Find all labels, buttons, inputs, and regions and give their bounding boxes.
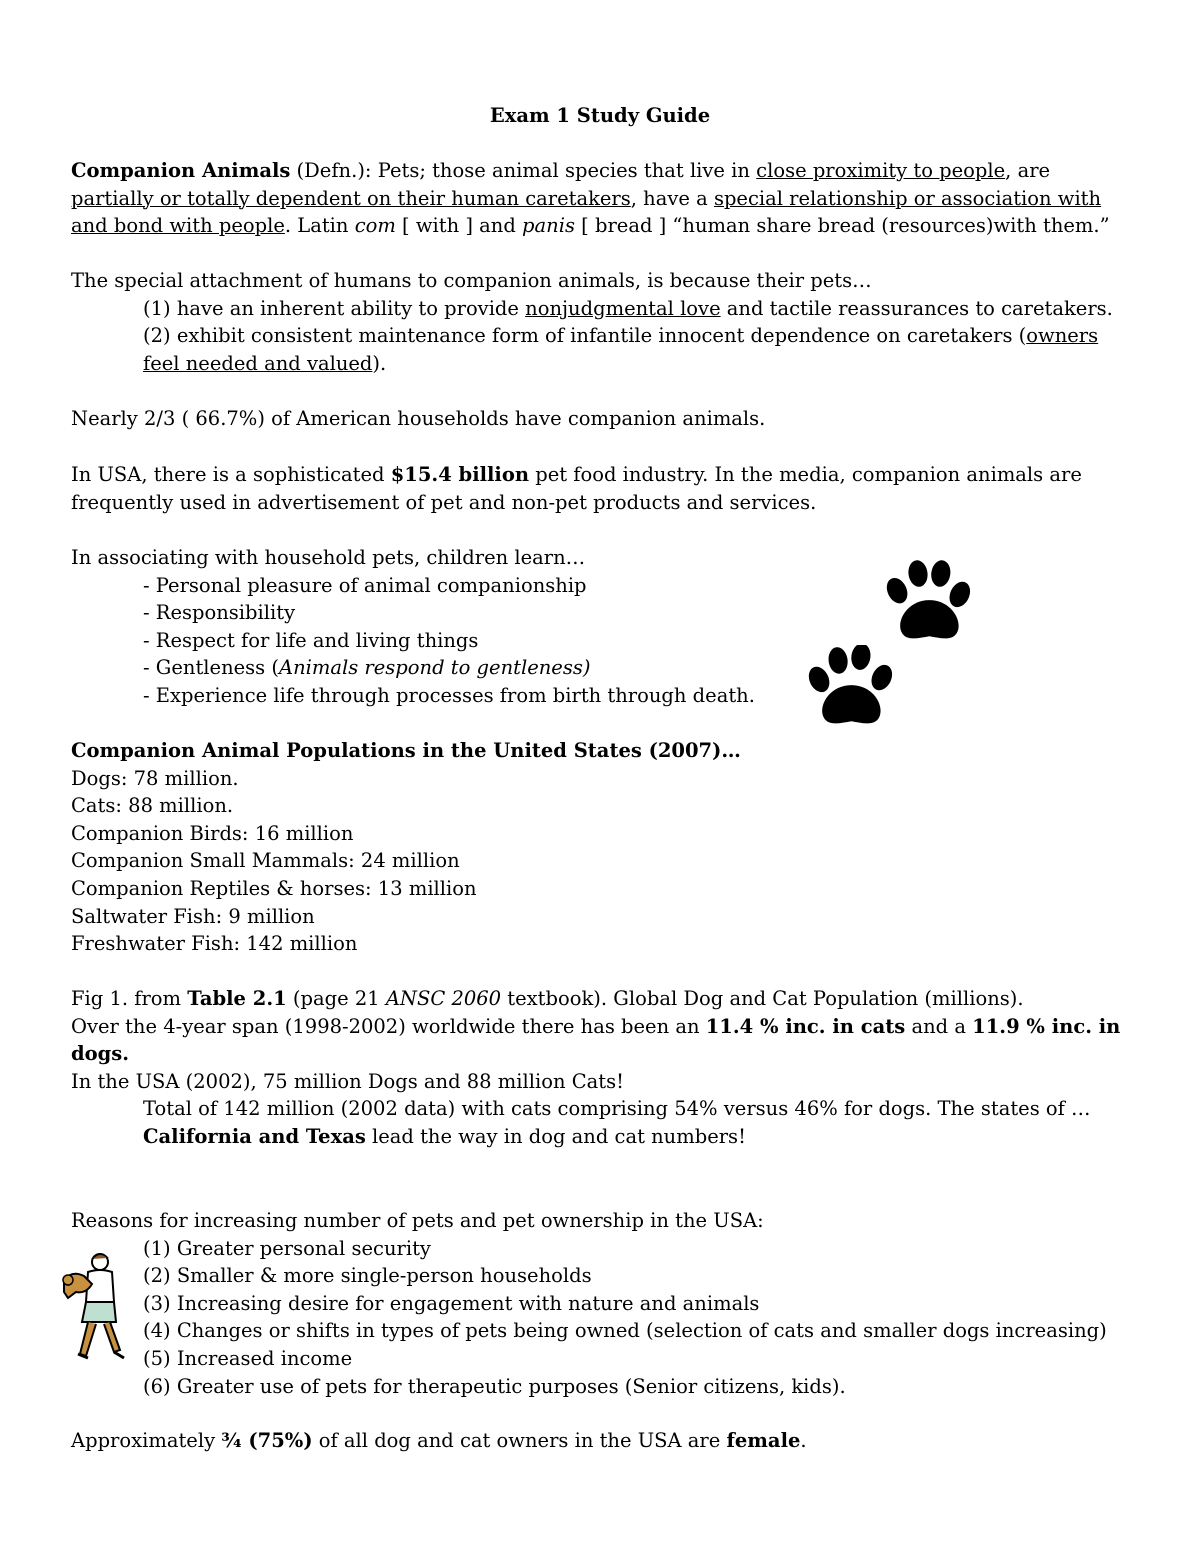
definition-underline: close proximity to people bbox=[756, 159, 1006, 182]
list-item: Companion Reptiles & horses: 13 million bbox=[71, 876, 477, 900]
list-item: Companion Birds: 16 million bbox=[71, 821, 354, 845]
industry-paragraph: In USA, there is a sophisticated $15.4 billion pet food industry. In the media, companion animals are frequently used in advertisement of pet and non-pet products and services. bbox=[71, 463, 1082, 514]
reasons-section: Reasons for increasing number of pets and pet ownership in the USA: (1) Greater personal security (2) Smaller & more single-person households (3) Increasing desire for engagement with nature and animals (4) Changes or shifts in types of pets being owned (selection of cats and smaller dogs increasing) (5) Increased income (6) Greater use of pets for therapeutic purposes (Senior citizens, kids). bbox=[71, 1207, 1131, 1400]
paw-print-icon bbox=[880, 560, 975, 646]
list-item: - Responsibility bbox=[143, 601, 296, 625]
list-item: - Personal pleasure of animal companionship bbox=[143, 573, 587, 597]
list-item: - Experience life through processes from birth through death. bbox=[143, 683, 755, 707]
list-item: (4) Changes or shifts in types of pets being owned (selection of cats and smaller dogs increasing) bbox=[143, 1319, 1107, 1343]
definition-paragraph: Companion Animals (Defn.): Pets; those animal species that live in close proximity to people, are partially or totally dependent on their human caretakers, have a special relationship or association with and bond with people. Latin com [ with ] and panis [ bread ] “human share bread (resources)with them.” bbox=[71, 159, 1110, 238]
list-item: (3) Increasing desire for engagement with nature and animals bbox=[143, 1291, 760, 1315]
households-line: Nearly 2/3 ( 66.7%) of American households have companion animals. bbox=[71, 407, 766, 430]
attachment-paragraph: The special attachment of humans to companion animals, is because their pets… (1) have an inherent ability to provide nonjudgmental love and tactile reassurances to caretakers. (2) exhibit consistent maintenance form of infantile innocent dependence on caretakers (owners feel needed and valued). bbox=[71, 269, 1113, 375]
definition-underline: special relationship or association with bbox=[713, 186, 1102, 210]
female-owners-line: Approximately ¾ (75%) of all dog and cat owners in the USA are female. bbox=[71, 1429, 807, 1452]
section-heading: Companion Animal Populations in the United States (2007)… bbox=[71, 739, 741, 762]
list-item: - Respect for life and living things bbox=[143, 628, 479, 652]
list-item: Saltwater Fish: 9 million bbox=[71, 904, 315, 928]
list-item: (1) Greater personal security bbox=[143, 1236, 431, 1260]
page-title: Exam 1 Study Guide bbox=[489, 104, 711, 127]
definition-underline: partially or totally dependent on their human caretakers bbox=[71, 186, 631, 210]
list-item: Freshwater Fish: 142 million bbox=[71, 932, 358, 956]
definition-underline: and bond with people bbox=[71, 214, 285, 238]
list-item: (2) Smaller & more single-person households bbox=[143, 1264, 592, 1288]
paw-print-icon bbox=[802, 645, 897, 731]
list-item: Companion Small Mammals: 24 million bbox=[71, 849, 460, 873]
children-list: In associating with household pets, children learn… - Personal pleasure of animal companionship - Responsibility - Respect for life and living things - Gentleness (Animals respond to gentleness) - Experience life through processes from birth through death. bbox=[71, 544, 1131, 710]
list-item: Dogs: 78 million. bbox=[71, 766, 239, 790]
list-item: (5) Increased income bbox=[143, 1346, 353, 1370]
person-with-dog-icon bbox=[58, 1250, 138, 1362]
definition-term: Companion Animals bbox=[71, 159, 291, 182]
list-item: - Gentleness (Animals respond to gentleness) bbox=[143, 656, 591, 680]
figure-paragraph: Fig 1. from Table 2.1 (page 21 ANSC 2060 textbook). Global Dog and Cat Population (millions). Over the 4-year span (1998-2002) worldwide there has been an 11.4 % inc. in cats and a 11.9 % inc. in dogs. In the USA (2002), 75 million Dogs and 88 million Cats! Total of 142 million (2002 data) with cats comprising 54% versus 46% for dogs. The states of … California and Texas lead the way in dog and cat numbers! bbox=[71, 987, 1121, 1148]
populations-section bbox=[71, 737, 1131, 958]
list-item: (6) Greater use of pets for therapeutic purposes (Senior citizens, kids). bbox=[143, 1374, 846, 1398]
list-item: Cats: 88 million. bbox=[71, 794, 234, 818]
